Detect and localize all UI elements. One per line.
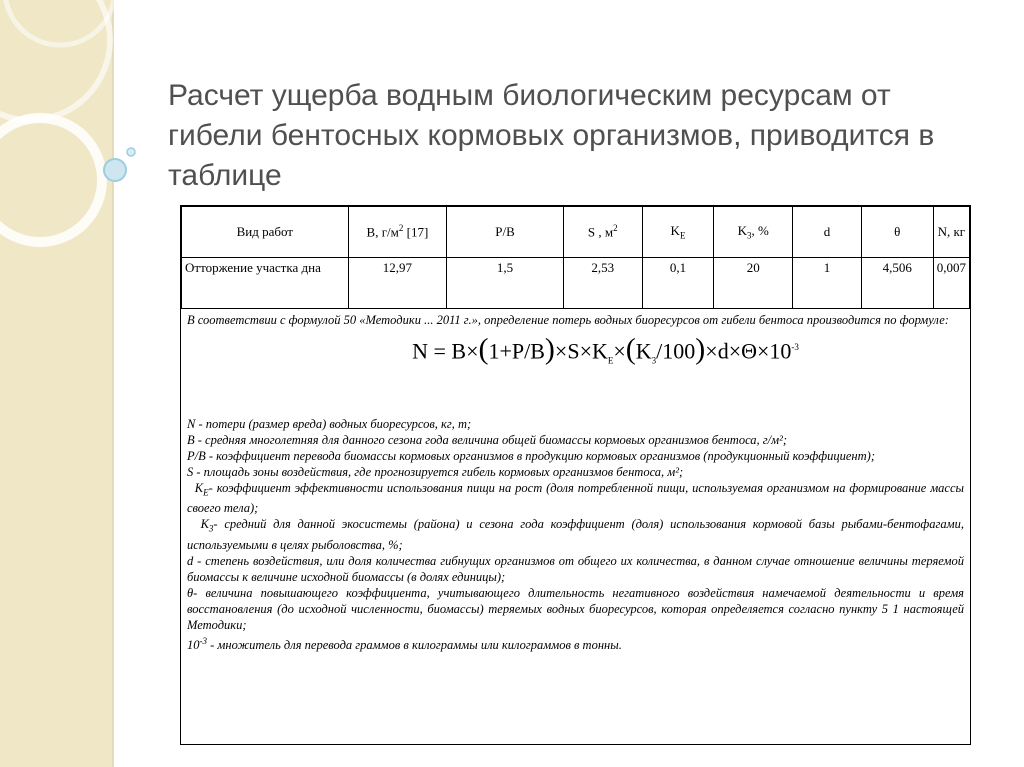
header-cell-s: S , $м^2$: [563, 207, 642, 258]
table-header-row: [182, 207, 970, 258]
header-cell-theta: θ: [861, 207, 933, 258]
explanation-text: [181, 309, 970, 653]
cell-k3: 20: [714, 258, 793, 309]
header-cell-d: d: [793, 207, 862, 258]
formula: $N = B\times(1+P/B)\times S\times K_E\times(K_3/100)\times d\times\Theta\times 10^{-3}$: [412, 332, 799, 366]
definition-d: d - степень воздействия, или доля количества гибнущих организмов от общего их количества, в данном случае отношение величины теряемой биомассы к величине исходной биомассы (в долях единицы);: [187, 553, 964, 584]
cell-ke: 0,1: [642, 258, 714, 309]
definition-n: N - потери (размер вреда) водных биоресурсов, кг, т;: [187, 416, 472, 431]
header-cell-b: B, $г/м^2$ [17]: [348, 207, 447, 258]
header-cell-ke: $K_E$: [642, 207, 714, 258]
data-table: [181, 206, 970, 309]
cell-pb: 1,5: [447, 258, 564, 309]
cell-d: 1: [793, 258, 862, 309]
cell-s: 2,53: [563, 258, 642, 309]
definition-b: B - средняя многолетняя для данного сезона года величина общей биомассы кормовых организмов бентоса, г/м²;: [187, 432, 788, 447]
definition-multiplier: $10^{-3}$ - множитель для перевода граммов в килограммы или килограммов в тонны.: [187, 635, 622, 652]
slide-title: Расчет ущерба водным биологическим ресурсам от гибели бентосных кормовых организмов, приводится в таблице: [168, 79, 935, 192]
header-cell-work: Вид работ: [182, 207, 349, 258]
header-cell-n: N, кг: [933, 207, 969, 258]
definition-pb: P/B - коэффициент перевода биомассы кормовых организмов в продукцию кормовых организмов (продукционный коэффициент);: [187, 448, 875, 463]
definition-s: S - площадь зоны воздействия, где прогнозируется гибель кормовых организмов бентоса, м²;: [187, 464, 684, 479]
intro-text: В соответствии с формулой 50 «Методики ... 2011 г.», определение потерь водных биоресурсов от гибели бентоса производится по формуле:: [187, 313, 949, 327]
cell-theta: 4,506: [861, 258, 933, 309]
definition-theta: θ- величина повышающего коэффициента, учитывающего длительность негативного воздействия намечаемой деятельности и время восстановления (до исходной численности, биомассы) теряемых водных биоресурсов, которая определяется согласно пункту 5 1 настоящей Методики;: [187, 585, 964, 632]
document-image: [180, 205, 971, 745]
header-cell-k3: $K_3$, %: [714, 207, 793, 258]
cell-work: Отторжение участка дна: [182, 258, 349, 309]
definition-k3: $K_3-$ средний для данной экосистемы (района) и сезона года коэффициент (доля) использования кормовой базы рыбами-бентофагами, используемыми в целях рыболовства, %;: [187, 517, 965, 552]
header-cell-pb: P/B: [447, 207, 564, 258]
definition-ke: $K_E-$ коэффициент эффективности использования пищи на рост (доля потребленной пищи, используемая организмом на формирование массы своего тела);: [187, 480, 964, 516]
cell-n: 0,007: [933, 258, 969, 309]
table-row: [182, 258, 970, 309]
cell-b: 12,97: [348, 258, 447, 309]
